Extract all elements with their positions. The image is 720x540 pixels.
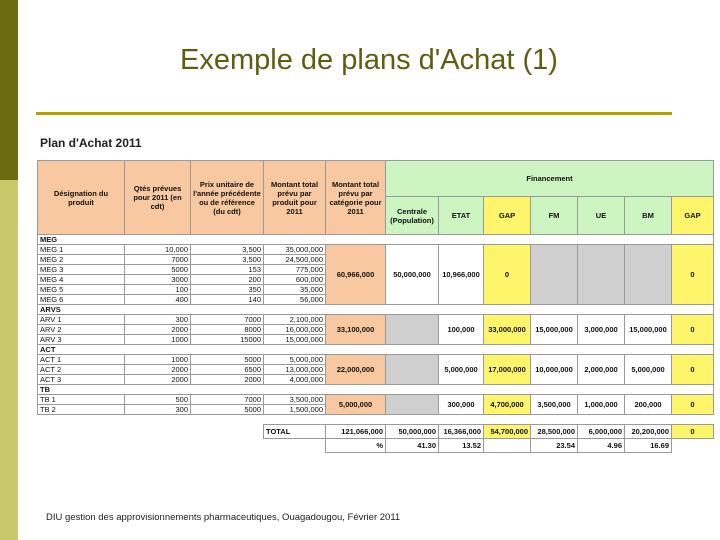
product-price: 7000 (191, 315, 264, 325)
percent-fm: 23.54 (531, 439, 578, 453)
financement-gap: 0 (484, 245, 531, 305)
spacer-cell (38, 415, 714, 425)
percent-label: % (326, 439, 386, 453)
table-row (38, 355, 714, 365)
product-total: 24,500,000 (264, 255, 326, 265)
section-header-row (38, 235, 714, 245)
product-price: 6500 (191, 365, 264, 375)
financement-etat: 300,000 (439, 395, 484, 415)
title-divider (36, 112, 672, 115)
financement-fm: 3,500,000 (531, 395, 578, 415)
product-total: 56,000 (264, 295, 326, 305)
product-price: 15000 (191, 335, 264, 345)
financement-ue: 3,000,000 (578, 315, 625, 345)
product-total: 2,100,000 (264, 315, 326, 325)
section-header-row (38, 345, 714, 355)
header-gap: GAP (484, 197, 531, 235)
product-total: 600,000 (264, 275, 326, 285)
financement-gap: 4,700,000 (484, 395, 531, 415)
total-bm: 20,200,000 (625, 425, 672, 439)
product-label: ACT 1 (38, 355, 125, 365)
product-label: ARV 3 (38, 335, 125, 345)
product-price: 7000 (191, 395, 264, 405)
product-label: ARV 2 (38, 325, 125, 335)
footer-text: DIU gestion des approvisionnements pharmaceutiques, Ouagadougou, Février 2011 (46, 512, 401, 523)
product-label: MEG 1 (38, 245, 125, 255)
header-designation: Désignation du produit (38, 161, 125, 235)
product-total: 775,000 (264, 265, 326, 275)
percent-row (38, 439, 714, 453)
product-qty: 2000 (125, 375, 191, 385)
financement-etat: 100,000 (439, 315, 484, 345)
product-total: 1,500,000 (264, 405, 326, 415)
header-qtes: Qtés prévues pour 2011 (en cdt) (125, 161, 191, 235)
financement-bm: 200,000 (625, 395, 672, 415)
product-qty: 100 (125, 285, 191, 295)
product-label: ACT 3 (38, 375, 125, 385)
product-qty: 2000 (125, 325, 191, 335)
section-name: ACT (38, 345, 714, 355)
financement-gap: 17,000,000 (484, 355, 531, 385)
percent-bm: 16.69 (625, 439, 672, 453)
financement-ue: 1,000,000 (578, 395, 625, 415)
financement-ue (578, 245, 625, 305)
product-price: 140 (191, 295, 264, 305)
section-name: MEG (38, 235, 714, 245)
financement-bm: 5,000,000 (625, 355, 672, 385)
product-label: MEG 6 (38, 295, 125, 305)
product-qty: 400 (125, 295, 191, 305)
header-financement: Financement (386, 161, 714, 197)
purchase-plan-table (37, 160, 714, 453)
financement-fm (531, 245, 578, 305)
percent-row-end (672, 439, 714, 453)
product-label: MEG 2 (38, 255, 125, 265)
product-price: 3,500 (191, 255, 264, 265)
product-total: 5,000,000 (264, 355, 326, 365)
financement-centrale: 50,000,000 (386, 245, 439, 305)
section-name: ARVS (38, 305, 714, 315)
financement-centrale (386, 315, 439, 345)
financement-gap2: 0 (672, 315, 714, 345)
product-price: 8000 (191, 325, 264, 335)
table-row (38, 315, 714, 325)
header-montant-categorie: Montant total prévu par catégorie pour 2011 (326, 161, 386, 235)
product-price: 350 (191, 285, 264, 295)
sidebar-accent (0, 0, 18, 540)
financement-ue: 2,000,000 (578, 355, 625, 385)
product-label: TB 1 (38, 395, 125, 405)
total-category: 121,066,000 (326, 425, 386, 439)
product-total: 3,500,000 (264, 395, 326, 405)
product-total: 15,000,000 (264, 335, 326, 345)
financement-gap2: 0 (672, 245, 714, 305)
header-montant-produit: Montant total prévu par produit pour 2011 (264, 161, 326, 235)
financement-etat: 10,966,000 (439, 245, 484, 305)
sidebar-dark-band (0, 0, 18, 180)
product-qty: 300 (125, 405, 191, 415)
product-price: 2000 (191, 375, 264, 385)
category-total: 5,000,000 (326, 395, 386, 415)
product-price: 5000 (191, 405, 264, 415)
product-qty: 10,000 (125, 245, 191, 255)
total-row (38, 425, 714, 439)
product-total: 35,000,000 (264, 245, 326, 255)
product-label: MEG 4 (38, 275, 125, 285)
category-total: 22,000,000 (326, 355, 386, 385)
product-price: 200 (191, 275, 264, 285)
product-label: MEG 3 (38, 265, 125, 275)
total-centrale: 50,000,000 (386, 425, 439, 439)
sidebar-light-band (0, 180, 18, 540)
financement-bm (625, 245, 672, 305)
product-qty: 3000 (125, 275, 191, 285)
product-label: MEG 5 (38, 285, 125, 295)
product-total: 13,000,000 (264, 365, 326, 375)
product-total: 4,000,000 (264, 375, 326, 385)
section-header-row (38, 385, 714, 395)
product-qty: 1000 (125, 355, 191, 365)
product-total: 16,000,000 (264, 325, 326, 335)
financement-gap2: 0 (672, 395, 714, 415)
product-label: ARV 1 (38, 315, 125, 325)
percent-gap (484, 439, 531, 453)
header-centrale: Centrale (Population) (386, 197, 439, 235)
percent-centrale: 41.30 (386, 439, 439, 453)
percent-etat: 13.52 (439, 439, 484, 453)
product-qty: 500 (125, 395, 191, 405)
percent-ue: 4.96 (578, 439, 625, 453)
total-label: TOTAL (264, 425, 326, 439)
category-total: 33,100,000 (326, 315, 386, 345)
product-qty: 1000 (125, 335, 191, 345)
table-row (38, 245, 714, 255)
total-ue: 6,000,000 (578, 425, 625, 439)
product-total: 35,000 (264, 285, 326, 295)
header-bm: BM (625, 197, 672, 235)
product-price: 3,500 (191, 245, 264, 255)
financement-gap: 33,000,000 (484, 315, 531, 345)
product-label: TB 2 (38, 405, 125, 415)
header-prix: Prix unitaire de l'année précédente ou de référence (du cdt) (191, 161, 264, 235)
header-fm: FM (531, 197, 578, 235)
category-total: 60,966,000 (326, 245, 386, 305)
plan-title: Plan d'Achat 2011 (40, 136, 142, 150)
total-gap2: 0 (672, 425, 714, 439)
financement-centrale (386, 355, 439, 385)
product-price: 5000 (191, 355, 264, 365)
product-price: 153 (191, 265, 264, 275)
total-etat: 16,366,000 (439, 425, 484, 439)
total-row-blank (38, 425, 264, 439)
total-gap: 54,700,000 (484, 425, 531, 439)
header-gap2: GAP (672, 197, 714, 235)
section-name: TB (38, 385, 714, 395)
product-qty: 7000 (125, 255, 191, 265)
header-ue: UE (578, 197, 625, 235)
spacer-row (38, 415, 714, 425)
product-qty: 2000 (125, 365, 191, 375)
header-etat: ETAT (439, 197, 484, 235)
table-row (38, 395, 714, 405)
percent-row-blank (38, 439, 326, 453)
financement-gap2: 0 (672, 355, 714, 385)
financement-fm: 15,000,000 (531, 315, 578, 345)
product-qty: 300 (125, 315, 191, 325)
financement-etat: 5,000,000 (439, 355, 484, 385)
financement-bm: 15,000,000 (625, 315, 672, 345)
product-qty: 5000 (125, 265, 191, 275)
total-fm: 28,500,000 (531, 425, 578, 439)
product-label: ACT 2 (38, 365, 125, 375)
slide-title: Exemple de plans d'Achat (1) (180, 44, 558, 76)
financement-centrale (386, 395, 439, 415)
financement-fm: 10,000,000 (531, 355, 578, 385)
section-header-row (38, 305, 714, 315)
